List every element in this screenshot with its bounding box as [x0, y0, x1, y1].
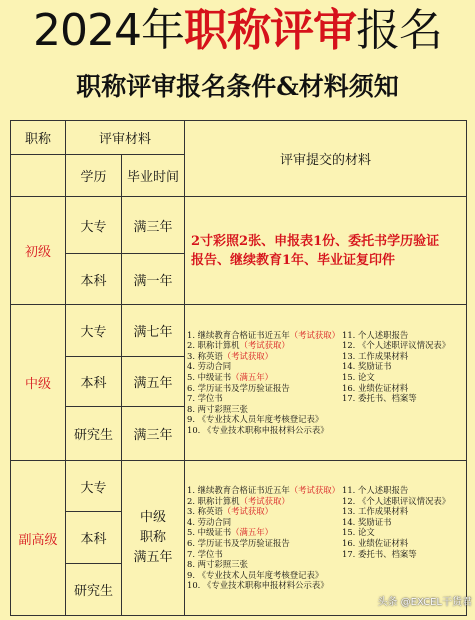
- requirements-table: [10, 120, 467, 616]
- edu-cell: 研究生: [66, 564, 122, 616]
- edu-cell: 大专: [66, 197, 122, 254]
- header-submitted-materials: 评审提交的材料: [185, 121, 467, 197]
- list-item: 2. 职称计算机（考试获取）: [187, 495, 290, 506]
- list-item: 6. 学历证书及学历验证报告: [187, 538, 290, 548]
- list-item: 1. 继续教育合格证书近五年（考试获取）: [187, 329, 341, 340]
- deputy-senior-years: [122, 461, 185, 616]
- edu-cell: 本科: [66, 357, 122, 407]
- list-item: 16. 业绩佐证材料: [342, 538, 409, 548]
- list-item: 17. 委托书、档案等: [342, 393, 417, 404]
- page-subtitle: 职称评审报名条件&材料须知: [76, 72, 399, 101]
- table-row: [11, 461, 467, 512]
- deputy-senior-materials: [185, 461, 467, 616]
- list-item: 2. 职称计算机（考试获取）: [187, 340, 290, 351]
- junior-materials-line: 2寸彩照2张、申报表1份、委托书学历验证: [191, 233, 440, 249]
- header-graduation-time: 毕业时间: [122, 155, 185, 197]
- intermediate-materials-left: [187, 330, 342, 436]
- title-prefix: 2024年: [33, 5, 184, 56]
- header-blank: [11, 155, 66, 197]
- list-item: 8. 两寸彩照三张: [187, 559, 248, 570]
- header-row-1: [11, 121, 467, 155]
- list-item: 6. 学历证书及学历验证报告: [187, 382, 290, 393]
- list-item: 3. 称英语（考试获取）: [187, 350, 274, 361]
- years-cell: 满一年: [122, 254, 185, 305]
- level-deputy-senior: 副高级: [11, 461, 66, 616]
- years-cell: 满三年: [122, 197, 185, 254]
- list-item: 15. 论文: [342, 527, 375, 538]
- list-item: 17. 委托书、档案等: [342, 548, 417, 559]
- junior-materials: [185, 197, 467, 305]
- list-item: 1. 继续教育合格证书近五年（考试获取）: [187, 485, 341, 496]
- list-item: 9. 《专业技术人员年度考核登记表》: [187, 414, 324, 425]
- list-item: 12. 《个人述职评议情况表》: [342, 340, 451, 351]
- deputy-senior-materials-left: [187, 485, 342, 591]
- list-item: 10. 《专业技术职称申报材料公示表》: [187, 580, 329, 591]
- edu-cell: 本科: [66, 512, 122, 564]
- edu-cell: 大专: [66, 305, 122, 357]
- edu-cell: 研究生: [66, 407, 122, 461]
- title-suffix: 报名: [355, 5, 442, 56]
- list-item: 13. 工作成果材料: [342, 506, 409, 517]
- list-item: 13. 工作成果材料: [342, 350, 409, 361]
- list-item: 4. 劳动合同: [187, 516, 232, 527]
- list-item: 4. 劳动合同: [187, 361, 232, 372]
- list-item: 11. 个人述职报告: [342, 485, 409, 496]
- edu-cell: 大专: [66, 461, 122, 512]
- watermark: 头条 @EXCEL干货君: [377, 597, 472, 608]
- header-education: 学历: [66, 155, 122, 197]
- years-cell: 满三年: [122, 407, 185, 461]
- list-item: 3. 称英语（考试获取）: [187, 506, 274, 517]
- list-item: 5. 中级证书（满五年）: [187, 527, 274, 538]
- list-item: 15. 论文: [342, 371, 375, 382]
- list-item: 14. 奖励证书: [342, 516, 392, 527]
- intermediate-materials: [185, 305, 467, 461]
- list-item: 14. 奖励证书: [342, 361, 392, 372]
- page-title: [0, 2, 475, 60]
- title-highlight: 职称评审: [183, 5, 356, 56]
- list-item: 9. 《专业技术人员年度考核登记表》: [187, 569, 324, 580]
- table-row: [11, 197, 467, 254]
- header-level: 职称: [11, 121, 66, 155]
- list-item: 7. 学位书: [187, 393, 223, 404]
- years-line: 满五年: [133, 550, 173, 565]
- level-intermediate: 中级: [11, 305, 66, 461]
- years-cell: 满七年: [122, 305, 185, 357]
- list-item: 11. 个人述职报告: [342, 329, 409, 340]
- list-item: 8. 两寸彩照三张: [187, 403, 248, 414]
- list-item: 10. 《专业技术职称申报材料公示表》: [187, 424, 329, 435]
- intermediate-materials-right: [342, 330, 464, 436]
- junior-materials-line: 报告、继续教育1年、毕业证复印件: [191, 252, 396, 268]
- list-item: 12. 《个人述职评议情况表》: [342, 495, 451, 506]
- level-junior: 初级: [11, 197, 66, 305]
- deputy-senior-materials-right: [342, 485, 464, 591]
- years-cell: 满五年: [122, 357, 185, 407]
- years-line: 职称: [140, 530, 167, 545]
- list-item: 5. 中级证书（满五年）: [187, 371, 274, 382]
- table-row: [11, 305, 467, 357]
- edu-cell: 本科: [66, 254, 122, 305]
- list-item: 16. 业绩佐证材料: [342, 382, 409, 393]
- years-line: 中级: [140, 510, 167, 525]
- list-item: 7. 学位书: [187, 548, 223, 559]
- header-review-materials: 评审材料: [66, 121, 185, 155]
